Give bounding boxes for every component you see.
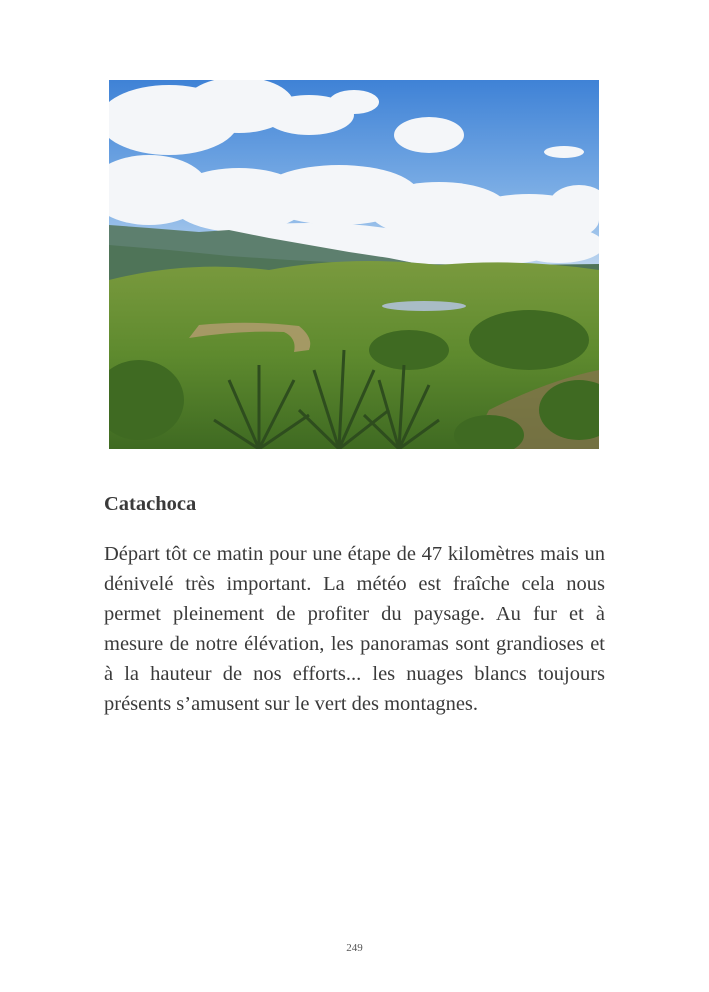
lake <box>382 301 466 311</box>
landscape-photo <box>109 80 599 449</box>
page-number: 249 <box>346 942 363 954</box>
landscape-illustration <box>109 80 599 449</box>
section-heading: Catachoca <box>104 493 197 515</box>
body-paragraph: Départ tôt ce matin pour une étape de 47 kilomètres mais un dénivelé très important. La météo est fraîche cela nous permet pleinement de profiter du paysage. Au fur et à mesure de notre élévation, les panoramas sont grandioses et à la hauteur de nos efforts... les nuages blancs toujours présents s’amusent sur le vert des montagnes. <box>104 543 605 715</box>
